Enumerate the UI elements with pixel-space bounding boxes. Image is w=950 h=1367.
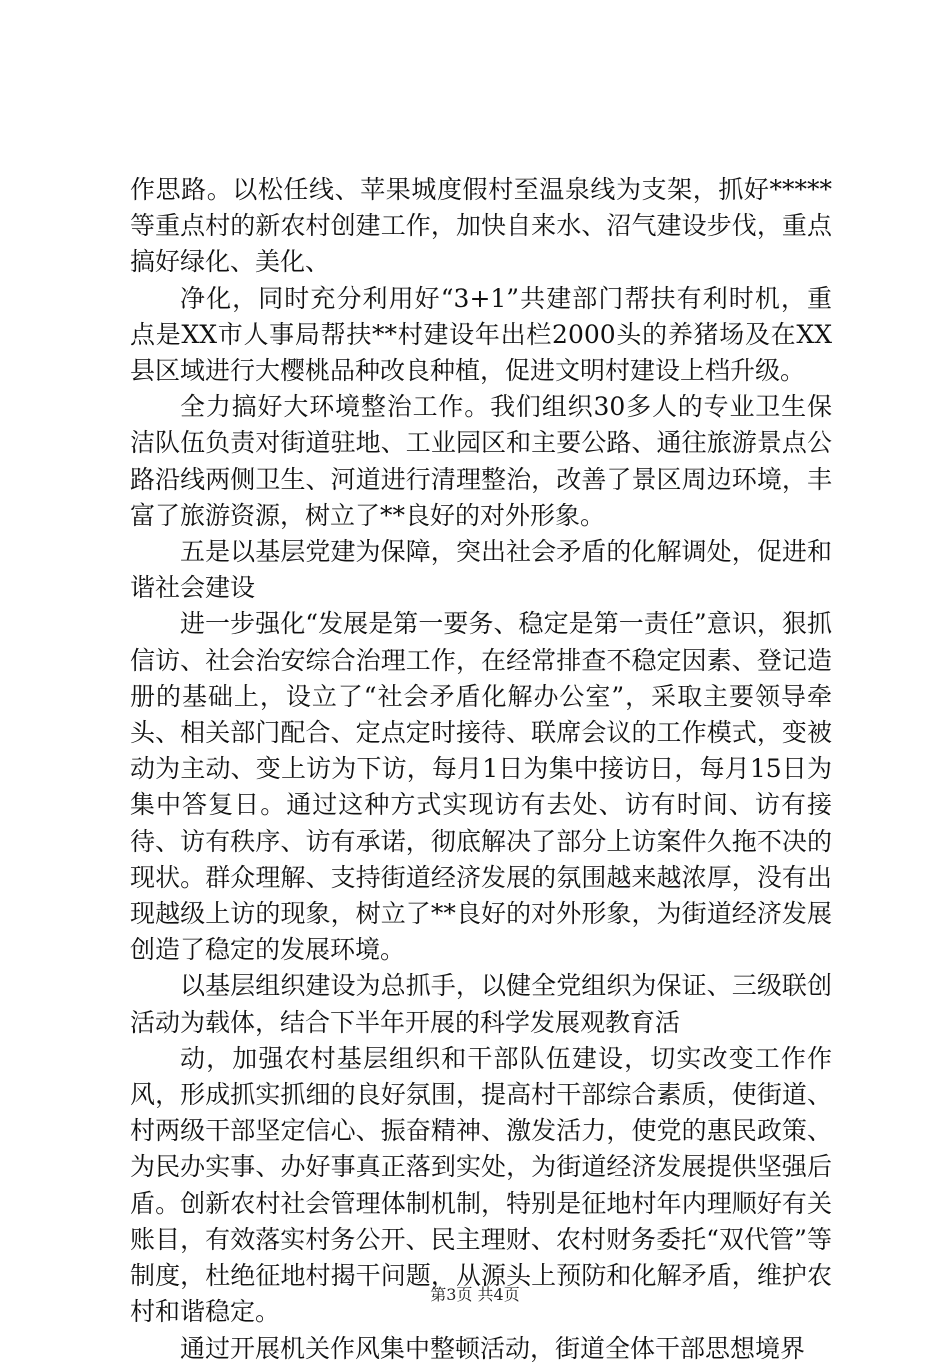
paragraph: 全力搞好大环境整治工作。我们组织30多人的专业卫生保洁队伍负责对街道驻地、工业园区和主要公路、通往旅游景点公路沿线两侧卫生、河道进行清理整治，改善了景区周边环境，丰富了旅游资源，树立了**良好的对外形象。 [130,392,832,530]
paragraph: 作思路。以松任线、苹果城度假村至温泉线为支架，抓好*****等重点村的新农村创建工作，加快自来水、沼气建设步伐，重点搞好绿化、美化、 [130,175,832,277]
paragraph: 以基层组织建设为总抓手，以健全党组织为保证、三级联创活动为载体，结合下半年开展的科学发展观教育活 [130,971,832,1037]
page-footer: 第3页 共4页 [430,1285,520,1304]
paragraph: 通过开展机关作风集中整顿活动，街道全体干部思想境界 [180,1333,806,1363]
paragraph: 进一步强化“发展是第一要务、稳定是第一责任”意识，狠抓信访、社会治安综合治理工作，在经常排查不稳定因素、登记造册的基础上，设立了“社会矛盾化解办公室”，采取主要领导牵头、相关部门配合、定点定时接待、联席会议的工作模式，变被动为主动、变上访为下访，每月1日为集中接访日，每月15日为集中答复日。通过这种方式实现访有去处、访有时间、访有接待、访有秩序、访有承诺，彻底解决了部分上访案件久拖不决的现状。群众理解、支持街道经济发展的氛围越来越浓厚，没有出现越级上访的现象，树立了**良好的对外形象，为街道经济发展创造了稳定的发展环境。 [130,609,832,965]
paragraph: 动，加强农村基层组织和干部队伍建设，切实改变工作作风，形成抓实抓细的良好氛围，提高村干部综合素质，使街道、村两级干部坚定信心、振奋精神、激发活力，使党的惠民政策、为民办实事、办好事真正落到实处，为街道经济发展提供坚强后盾。创新农村社会管理体制机制，特别是征地村年内理顺好有关账目，有效落实村务公开、民主理财、农村财务委托“双代管”等制度，杜绝征地村揭干问题，从源头上预防和化解矛盾，维护农村和谐稳定。 [130,1043,832,1327]
section-heading: 五是以基层党建为保障，突出社会矛盾的化解调处，促进和谐社会建设 [130,537,832,603]
paragraph: 净化，同时充分利用好“3+1”共建部门帮扶有利时机，重点是XX市人事局帮扶**村建设年出栏2000头的养猪场及在XX县区域进行大樱桃品种改良种植，促进文明村建设上档升级。 [130,283,832,386]
document-body [130,172,832,1367]
